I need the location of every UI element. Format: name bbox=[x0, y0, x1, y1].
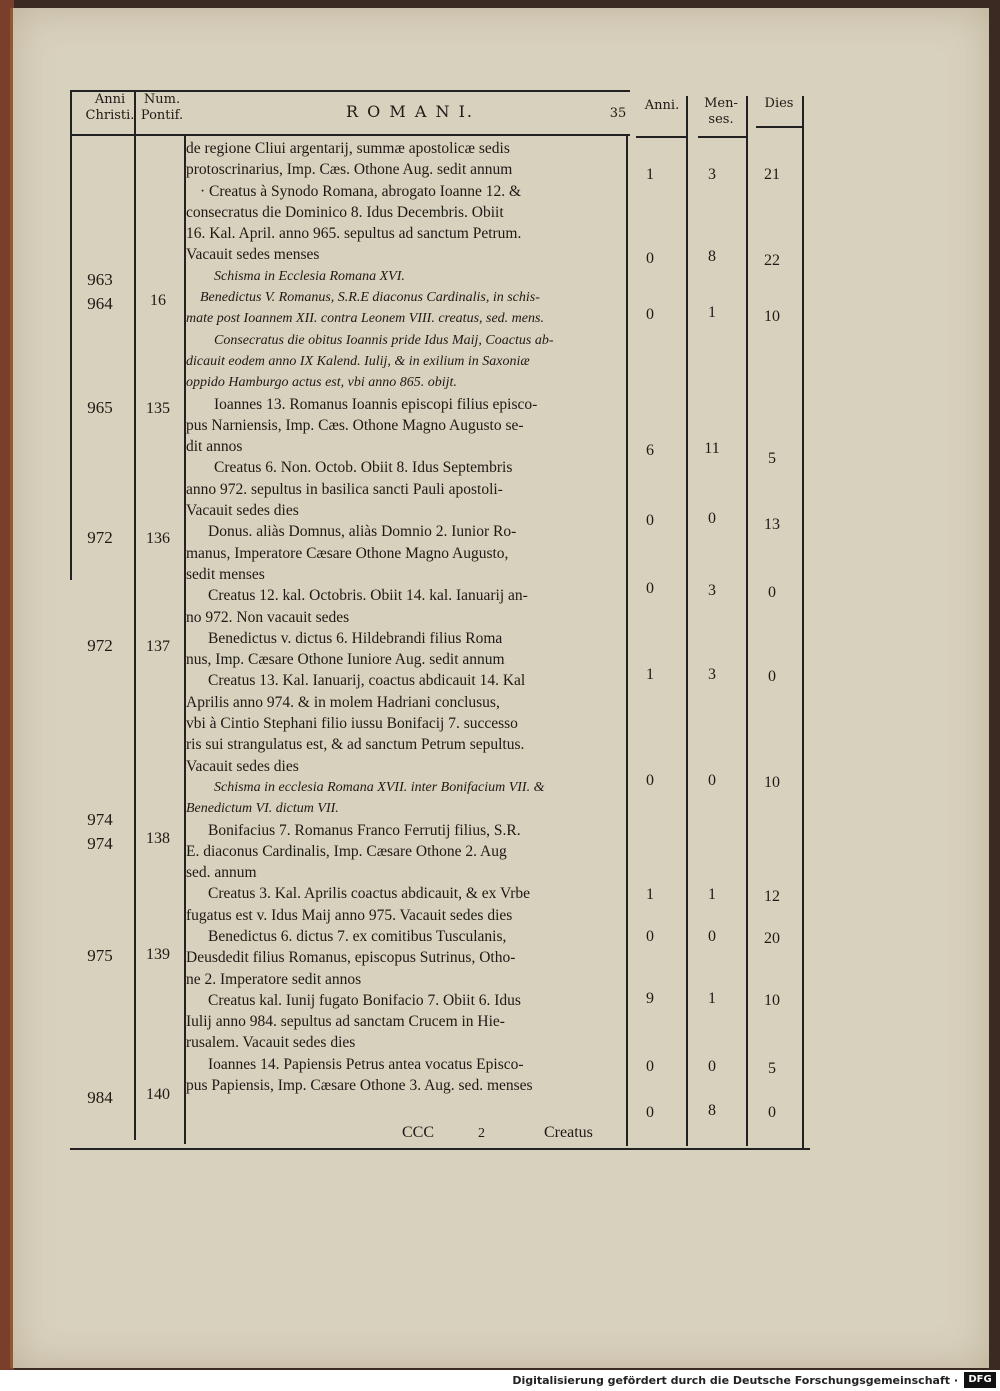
digitization-banner bbox=[0, 1370, 1000, 1391]
anni-value: 0 bbox=[646, 250, 654, 267]
text-line: sed. annum bbox=[186, 864, 257, 882]
catchword: Creatus bbox=[544, 1124, 593, 1141]
text-line: pus Papiensis, Imp. Cæsare Othone 3. Aug. sed. menses bbox=[186, 1077, 533, 1095]
dies-value: 0 bbox=[768, 584, 776, 601]
text-line: Creatus 3. Kal. Aprilis coactus abdicauit, & ex Vrbe bbox=[208, 885, 531, 903]
dfg-logo: DFG bbox=[964, 1372, 996, 1388]
text-line: Vacauit sedes dies bbox=[186, 757, 299, 775]
text-line: Vacauit sedes dies bbox=[186, 502, 299, 520]
text-line: E. diaconus Cardinalis, Imp. Cæsare Othone 2. Aug bbox=[186, 842, 507, 860]
text-line: manus, Imperatore Cæsare Othone Magno Augusto, bbox=[186, 544, 509, 562]
dies-value: 0 bbox=[768, 1104, 776, 1121]
anni-value: 0 bbox=[646, 306, 654, 323]
dies-value: 10 bbox=[764, 992, 780, 1009]
menses-value: 0 bbox=[708, 772, 716, 789]
left-border bbox=[70, 90, 72, 580]
menses-value: 0 bbox=[708, 1058, 716, 1075]
dies-value: 12 bbox=[764, 888, 780, 905]
menses-value: 3 bbox=[708, 582, 716, 599]
header-top-rule bbox=[70, 90, 630, 92]
anni-value: 6 bbox=[646, 442, 654, 459]
dies-value: 5 bbox=[768, 1060, 776, 1077]
page-title: R O M A N I. bbox=[346, 102, 474, 121]
year-label: 974 bbox=[87, 810, 113, 829]
year-label: 974 bbox=[87, 834, 113, 853]
menses-rule bbox=[698, 136, 746, 138]
year-label: 972 bbox=[87, 528, 113, 547]
text-line: dicauit eodem anno IX Kalend. Iulij, & in exilium in Saxoniæ bbox=[186, 353, 530, 369]
year-label: 965 bbox=[87, 398, 113, 417]
header-dies: Dies bbox=[764, 96, 794, 111]
menses-value: 1 bbox=[708, 304, 716, 321]
dies-rule bbox=[756, 126, 802, 128]
text-line: Bonifacius 7. Romanus Franco Ferrutij filius, S.R. bbox=[208, 821, 521, 839]
text-line: 16. Kal. April. anno 965. sepultus ad sanctum Petrum. bbox=[186, 225, 522, 243]
text-line: consecratus die Dominico 8. Idus Decembris. Obiit bbox=[186, 203, 504, 221]
year-label: 963 bbox=[87, 270, 113, 289]
text-line: vbi à Cintio Stephani filio iussu Bonifacij 7. successo bbox=[186, 715, 518, 733]
text-line: Benedictum VI. dictum VII. bbox=[186, 801, 339, 817]
page-number: 35 bbox=[609, 106, 627, 121]
year-label: 975 bbox=[87, 946, 113, 965]
text-line: Donus. aliàs Domnus, aliàs Domnio 2. Iunior Ro- bbox=[208, 523, 517, 541]
text-line: Benedictus v. dictus 6. Hildebrandi filius Roma bbox=[208, 629, 503, 647]
text-line: ne 2. Imperatore sedit annos bbox=[186, 970, 362, 988]
dies-value: 10 bbox=[764, 308, 780, 325]
text-line: Consecratus die obitus Ioannis pride Idus Maij, Coactus ab- bbox=[214, 332, 554, 348]
dies-value: 10 bbox=[764, 774, 780, 791]
header-anni: Anni. bbox=[644, 98, 680, 113]
signature-mark: CCC bbox=[402, 1124, 435, 1141]
anni-value: 1 bbox=[646, 666, 654, 683]
text-line: Iulij anno 984. sepultus ad sanctam Crucem in Hie- bbox=[186, 1013, 505, 1031]
bottom-rule bbox=[70, 1148, 810, 1150]
text-line: Benedictus V. Romanus, S.R.E diaconus Cardinalis, in schis- bbox=[200, 290, 540, 306]
pontif-number: 16 bbox=[150, 292, 166, 309]
dies-value: 22 bbox=[764, 252, 780, 269]
text-line: pus Narniensis, Imp. Cæs. Othone Magno Augusto se- bbox=[186, 416, 524, 434]
text-line: Vacauit sedes menses bbox=[186, 246, 320, 264]
text-line: fugatus est v. Idus Maij anno 975. Vacauit sedes dies bbox=[186, 906, 513, 924]
pontif-number: 139 bbox=[146, 946, 170, 963]
header-menses: Men- ses. bbox=[704, 96, 738, 127]
pontif-number: 138 bbox=[146, 830, 170, 847]
text-line: Ioannes 14. Papiensis Petrus antea vocatus Episco- bbox=[208, 1055, 524, 1073]
text-line: nus, Imp. Cæsare Othone Iuniore Aug. sedit annum bbox=[186, 651, 505, 669]
menses-value: 3 bbox=[708, 166, 716, 183]
text-line: no 972. Non vacauit sedes bbox=[186, 608, 350, 626]
year-label: 984 bbox=[87, 1088, 113, 1107]
menses-value: 0 bbox=[708, 928, 716, 945]
anni-value: 0 bbox=[646, 512, 654, 529]
menses-value: 11 bbox=[704, 440, 720, 457]
text-line: ris sui strangulatus est, & ad sanctum Petrum sepultus. bbox=[186, 736, 525, 754]
anni-rule bbox=[636, 136, 686, 138]
dies-value: 0 bbox=[768, 668, 776, 685]
year-label: 964 bbox=[87, 294, 113, 313]
text-line: Deusdedit filius Romanus, episcopus Sutrinus, Otho- bbox=[186, 949, 516, 967]
column-divider-years bbox=[134, 90, 136, 1140]
header-bottom-rule bbox=[70, 134, 630, 136]
text-line: Creatus kal. Iunij fugato Bonifacio 7. Obiit 6. Idus bbox=[208, 991, 521, 1009]
pontif-number: 135 bbox=[146, 400, 170, 417]
text-line: · Creatus à Synodo Romana, abrogato Ioanne 12. & bbox=[200, 182, 522, 200]
right-border bbox=[802, 96, 804, 1148]
menses-value: 0 bbox=[708, 510, 716, 527]
text-line: anno 972. sepultus in basilica sancti Pauli apostoli- bbox=[186, 480, 503, 498]
text-line: Creatus 6. Non. Octob. Obiit 8. Idus Septembris bbox=[214, 459, 513, 477]
header-num-pontif: Num. Pontif. bbox=[140, 92, 184, 123]
dies-value: 5 bbox=[768, 450, 776, 467]
text-line: sedit menses bbox=[186, 565, 265, 583]
text-line: protoscrinarius, Imp. Cæs. Othone Aug. sedit annum bbox=[186, 161, 513, 179]
anni-value: 0 bbox=[646, 580, 654, 597]
menses-value: 8 bbox=[708, 248, 716, 265]
text-line: Ioannes 13. Romanus Ioannis episcopi filius episco- bbox=[214, 395, 538, 413]
header-anni-christi: Anni Christi. bbox=[85, 92, 135, 123]
text-line: Schisma in Ecclesia Romana XVI. bbox=[214, 268, 405, 284]
text-line: Schisma in ecclesia Romana XVII. inter Bonifacium VII. & bbox=[214, 779, 545, 795]
menses-value: 1 bbox=[708, 886, 716, 903]
text-line: de regione Cliui argentarij, summæ apostolicæ sedis bbox=[186, 140, 510, 157]
menses-value: 8 bbox=[708, 1102, 716, 1119]
anni-value: 0 bbox=[646, 1104, 654, 1121]
menses-value: 3 bbox=[708, 666, 716, 683]
anni-value: 0 bbox=[646, 928, 654, 945]
pontif-number: 137 bbox=[146, 638, 170, 655]
anni-value: 1 bbox=[646, 886, 654, 903]
anni-value: 0 bbox=[646, 772, 654, 789]
anni-value: 9 bbox=[646, 990, 654, 1007]
text-line: dit annos bbox=[186, 438, 243, 456]
dies-value: 13 bbox=[764, 516, 780, 533]
dies-value: 21 bbox=[764, 166, 780, 183]
dies-value: 20 bbox=[764, 930, 780, 947]
text-line: Benedictus 6. dictus 7. ex comitibus Tusculanis, bbox=[208, 927, 507, 945]
main-text bbox=[186, 138, 626, 1096]
text-line: oppido Hamburgo actus est, vbi anno 865. obijt. bbox=[186, 375, 457, 391]
pontif-number: 136 bbox=[146, 530, 170, 547]
text-line: mate post Ioannem XII. contra Leonem VIII. creatus, sed. mens. bbox=[186, 311, 544, 327]
text-line: Creatus 13. Kal. Ianuarij, coactus abdicauit 14. Kal bbox=[208, 672, 526, 690]
text-line: Aprilis anno 974. & in molem Hadriani conclusus, bbox=[186, 693, 500, 711]
menses-value: 1 bbox=[708, 990, 716, 1007]
pontif-number: 140 bbox=[146, 1086, 170, 1103]
text-line: Creatus 12. kal. Octobris. Obiit 14. kal. Ianuarij an- bbox=[208, 587, 528, 605]
anni-value: 1 bbox=[646, 166, 654, 183]
banner-text: Digitalisierung gefördert durch die Deutsche Forschungsgemeinschaft · bbox=[512, 1374, 958, 1387]
signature-number: 2 bbox=[478, 1126, 485, 1141]
year-label: 972 bbox=[87, 636, 113, 655]
text-line: rusalem. Vacauit sedes dies bbox=[186, 1034, 356, 1052]
anni-value: 0 bbox=[646, 1058, 654, 1075]
